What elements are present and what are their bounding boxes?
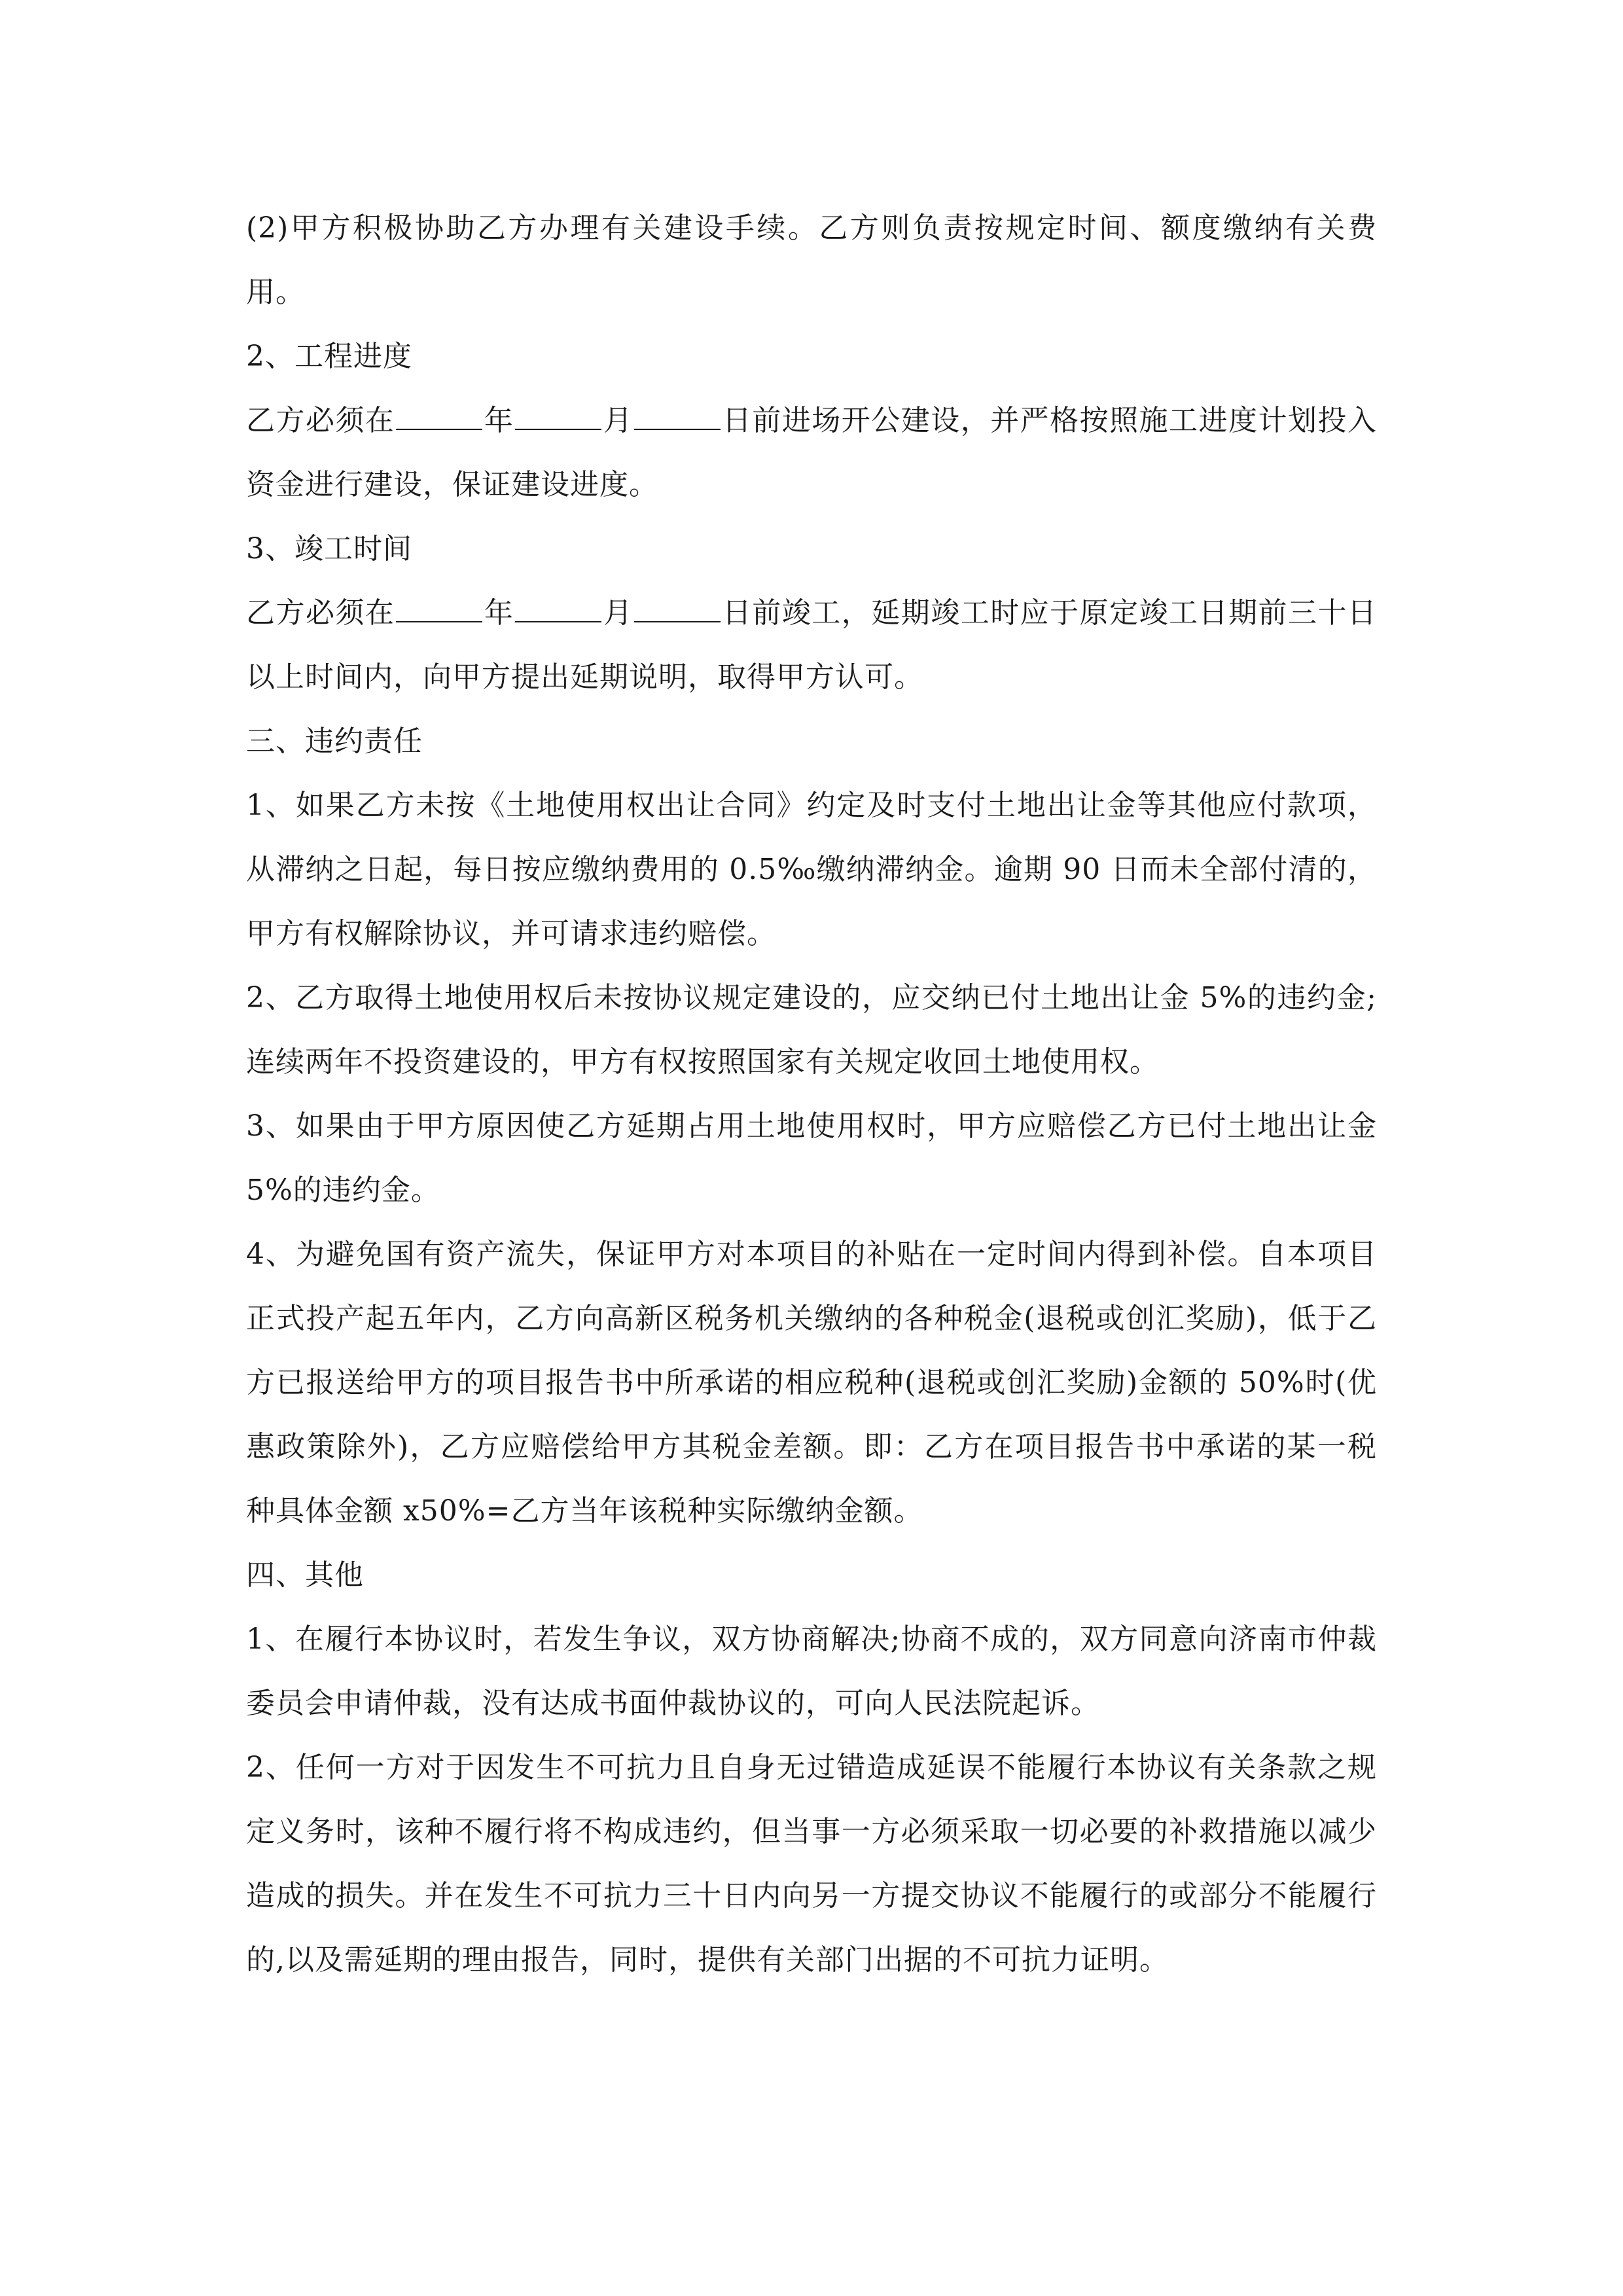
text-segment: 年 [484,596,514,630]
text-segment: 月 [603,404,633,437]
section-heading-breach-liability: 三、违约责任 [246,725,423,758]
text-segment: 年 [484,404,514,437]
paragraph-start-date [246,389,1377,517]
blank-year-field [396,389,482,430]
clause-late-payment: 1、如果乙方未按《土地使用权出让合同》约定及时支付土地出让金等其他应付款项，从滞纳之日起，每日按应缴纳费用的 0.5‰缴纳滞纳金。逾期 90 日而未全部付清的，甲方有权解除协议，并可请求违约赔偿。 [246,789,1377,950]
blank-day-field [634,389,721,430]
heading-project-progress: 2、工程进度 [246,340,412,373]
text-segment: 日前竣工，延期竣工时应于原定竣工日期前三十日以上时间内，向甲方提出延期说明，取得甲方认可。 [246,596,1378,694]
paragraph-completion-date [246,581,1377,709]
blank-month-field [515,582,601,622]
section-heading-other: 四、其他 [246,1558,364,1592]
heading-completion-time: 3、竣工时间 [246,532,412,565]
clause-force-majeure: 2、任何一方对于因发生不可抗力且自身无过错造成延误不能履行本协议有关条款之规定义务时，该种不履行将不构成违约，但当事一方必须采取一切必要的补救措施以减少造成的损失。并在发生不可抗力三十日内向另一方提交协议不能履行的或部分不能履行的,以及需延期的理由报告，同时，提供有关部门出据的不可抗力证明。 [246,1751,1377,1977]
blank-day-field [634,582,721,622]
paragraph-construction-procedures: (2)甲方积极协助乙方办理有关建设手续。乙方则负责按规定时间、额度缴纳有关费用。 [246,211,1377,309]
document-body [246,196,1377,1992]
clause-tax-compensation: 4、为避免国有资产流失，保证甲方对本项目的补贴在一定时间内得到补偿。自本项目正式投产起五年内，乙方向高新区税务机关缴纳的各种税金(退税或创汇奖励)，低于乙方已报送给甲方的项目报告书中所承诺的相应税种(退税或创汇奖励)金额的 50%时(优惠政策除外)，乙方应赔偿给甲方其税金差额。即：乙方在项目报告书中承诺的某一税种具体金额 x50%=乙方当年该税种实际缴纳金额。 [246,1238,1377,1528]
clause-party-a-delay: 3、如果由于甲方原因使乙方延期占用土地使用权时，甲方应赔偿乙方已付土地出让金 5%的违约金。 [246,1109,1377,1207]
text-segment: 乙方必须在 [246,404,395,437]
text-segment: 月 [603,596,633,630]
clause-dispute-resolution: 1、在履行本协议时，若发生争议，双方协商解决;协商不成的，双方同意向济南市仲裁委员会申请仲裁，没有达成书面仲裁协议的，可向人民法院起诉。 [246,1623,1377,1720]
blank-year-field [396,582,482,622]
text-segment: 乙方必须在 [246,596,395,630]
blank-month-field [515,389,601,430]
text-segment: 日前进场开公建设，并严格按照施工进度计划投入资金进行建设，保证建设进度。 [246,404,1378,501]
clause-non-construction: 2、乙方取得土地使用权后未按协议规定建设的，应交纳已付土地出让金 5%的违约金;连续两年不投资建设的，甲方有权按照国家有关规定收回土地使用权。 [246,981,1377,1079]
